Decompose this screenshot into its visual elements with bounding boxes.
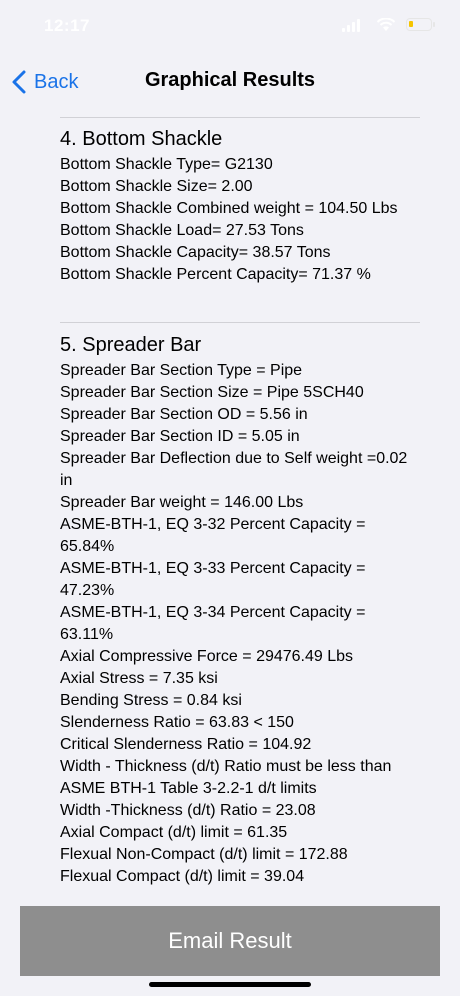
section-divider xyxy=(60,117,420,118)
detail-line: Width -Thickness (d/t) Ratio = 23.08 xyxy=(60,802,316,819)
detail-line: ASME-BTH-1, EQ 3-32 Percent Capacity = 65.84% xyxy=(60,516,366,555)
status-time: 12:17 xyxy=(44,16,90,35)
status-bar xyxy=(0,0,460,50)
detail-line: Bottom Shackle Capacity= 38.57 Tons xyxy=(60,244,331,261)
detail-line: Axial Compressive Force = 29476.49 Lbs xyxy=(60,648,354,665)
detail-line: Spreader Bar weight = 146.00 Lbs xyxy=(60,494,304,511)
detail-line: Spreader Bar Section Type = Pipe xyxy=(60,362,303,379)
detail-line: Spreader Bar Section Size = Pipe 5SCH40 xyxy=(60,384,364,401)
detail-line: Axial Stress = 7.35 ksi xyxy=(60,670,218,687)
detail-line: Width - Thickness (d/t) Ratio must be less than ASME BTH-1 Table 3-2.2-1 d/t limits xyxy=(60,758,392,797)
detail-line: Flexual Non-Compact (d/t) limit = 172.88 xyxy=(60,846,348,863)
navigation-bar xyxy=(0,50,460,112)
detail-line: Flexual Compact (d/t) limit = 39.04 xyxy=(60,868,305,885)
results-scroll-view[interactable] xyxy=(0,112,460,906)
detail-line: Bottom Shackle Size= 2.00 xyxy=(60,178,253,195)
detail-line: Spreader Bar Section ID = 5.05 in xyxy=(60,428,300,445)
detail-line: Bottom Shackle Load= 27.53 Tons xyxy=(60,222,304,239)
email-result-button[interactable]: Email Result xyxy=(20,906,440,976)
section-title-spreader-bar: 5. Spreader Bar xyxy=(60,334,202,356)
bottom-shackle-details xyxy=(60,154,420,286)
detail-line: Bottom Shackle Percent Capacity= 71.37 % xyxy=(60,266,371,283)
detail-line: ASME-BTH-1, EQ 3-34 Percent Capacity = 63.11% xyxy=(60,604,366,643)
detail-line: Spreader Bar Deflection due to Self weight =0.02 in xyxy=(60,450,408,489)
section-title-bottom-shackle: 4. Bottom Shackle xyxy=(60,128,223,150)
detail-line: Bending Stress = 0.84 ksi xyxy=(60,692,242,709)
home-indicator xyxy=(149,982,311,987)
detail-line: Bottom Shackle Type= G2130 xyxy=(60,156,273,173)
back-label: Back xyxy=(34,70,79,93)
battery-icon xyxy=(406,18,432,31)
detail-line: Axial Compact (d/t) limit = 61.35 xyxy=(60,824,288,841)
spreader-bar-details xyxy=(60,360,420,888)
section-divider xyxy=(60,322,420,323)
detail-line: Critical Slenderness Ratio = 104.92 xyxy=(60,736,312,753)
detail-line: Slenderness Ratio = 63.83 < 150 xyxy=(60,714,294,731)
cellular-signal-icon xyxy=(342,18,362,32)
detail-line: ASME-BTH-1, EQ 3-33 Percent Capacity = 47.23% xyxy=(60,560,366,599)
page-title: Graphical Results xyxy=(144,69,316,91)
detail-line: Spreader Bar Section OD = 5.56 in xyxy=(60,406,308,423)
wifi-icon xyxy=(376,18,396,32)
detail-line: Bottom Shackle Combined weight = 104.50 Lbs xyxy=(60,200,398,217)
